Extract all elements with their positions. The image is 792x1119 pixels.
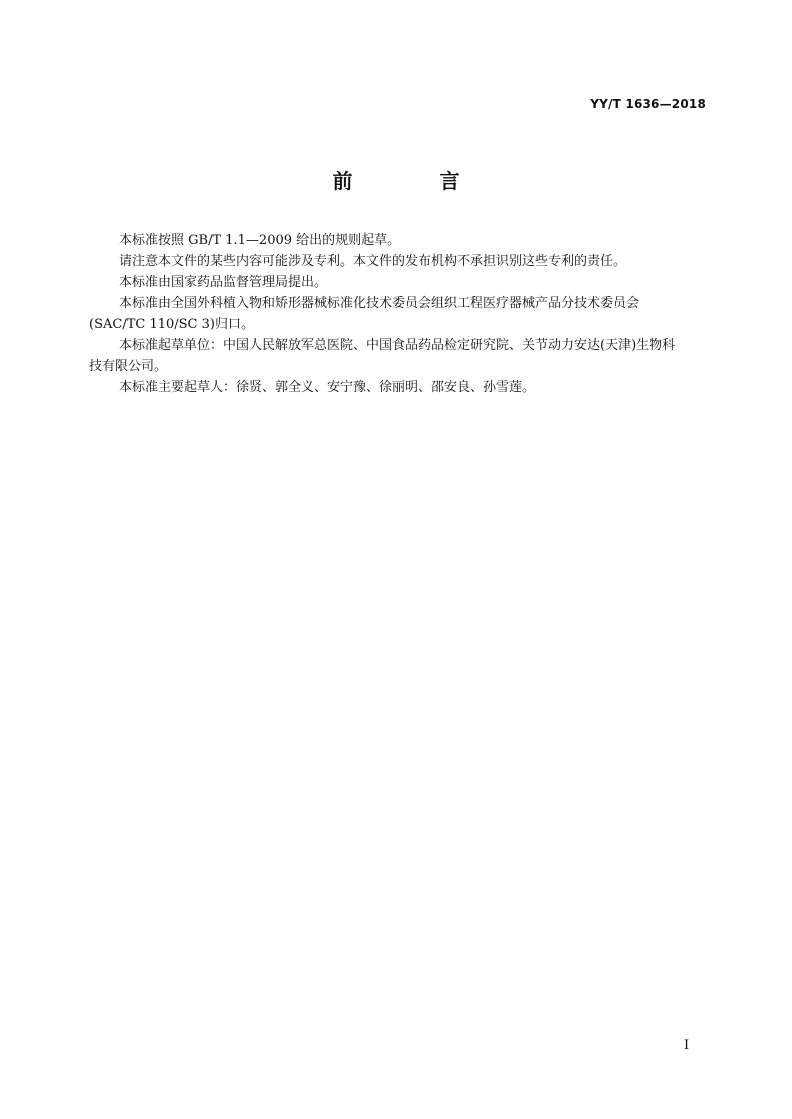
paragraph-drafters [119, 377, 709, 398]
paragraph-line: 请注意本文件的某些内容可能涉及专利。本文件的发布机构不承担识别这些专利的责任。 [119, 254, 627, 269]
paragraph-line: 本标准主要起草人：徐贤、郭全义、安宁豫、徐丽明、邵安良、孙雪莲。 [119, 380, 536, 395]
standard-number: YY/T 1636—2018 [590, 97, 706, 111]
foreword-body [89, 230, 709, 398]
paragraph-proposer [119, 272, 709, 293]
paragraph-line: 本标准起草单位：中国人民解放军总医院、中国食品药品检定研究院、关节动力安达(天津)生物科 [119, 338, 676, 353]
section-title: 前 言 [332, 169, 500, 193]
paragraph-line: 本标准由全国外科植入物和矫形器械标准化技术委员会组织工程医疗器械产品分技术委员会 [119, 296, 640, 311]
paragraph-technical-committee [89, 293, 709, 335]
paragraph-drafting-rules [119, 230, 709, 251]
paragraph-line: 本标准由国家药品监督管理局提出。 [119, 275, 328, 290]
paragraph-drafting-units [89, 335, 709, 377]
paragraph-line: (SAC/TC 110/SC 3)归口。 [89, 317, 254, 332]
paragraph-line: 技有限公司。 [89, 359, 168, 374]
paragraph-line: 本标准按照 GB/T 1.1—2009 给出的规则起草。 [119, 233, 401, 248]
page-number: I [684, 1038, 690, 1053]
paragraph-patent-notice [119, 251, 709, 272]
